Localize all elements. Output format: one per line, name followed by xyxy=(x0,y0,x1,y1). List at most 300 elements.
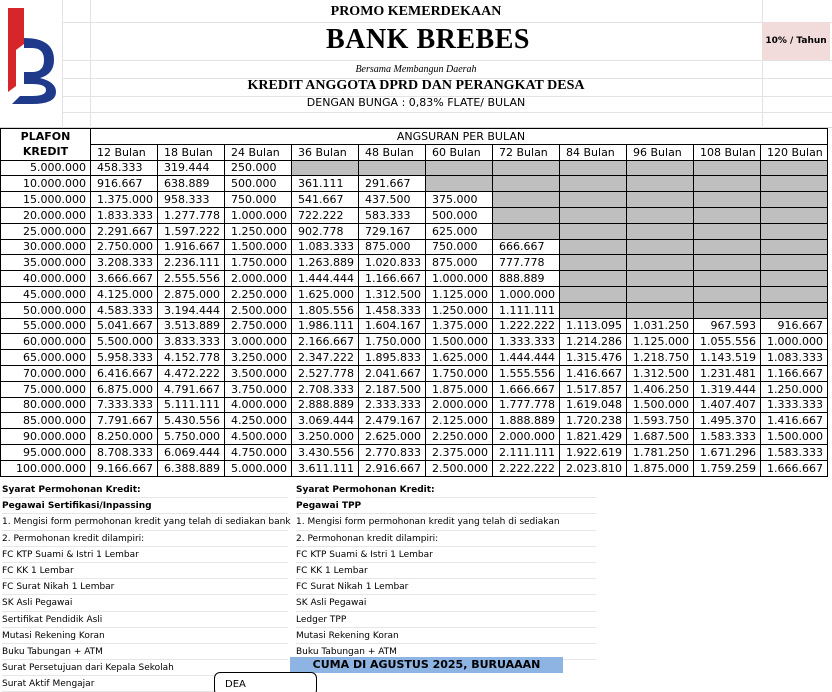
installment-cell[interactable]: 2.333.333 xyxy=(359,397,426,413)
table-row xyxy=(1,255,828,271)
gridline xyxy=(62,22,832,23)
req-item: Sertifikat Pendidik Asli xyxy=(2,612,288,628)
table-row xyxy=(1,223,828,239)
plafon-cell[interactable]: 85.000.000 xyxy=(1,413,91,429)
installment-cell[interactable]: 2.916.667 xyxy=(359,460,426,476)
installment-cell[interactable] xyxy=(694,223,761,239)
installment-cell[interactable]: 4.250.000 xyxy=(225,413,292,429)
installment-cell[interactable]: 3.000.000 xyxy=(225,334,292,350)
installment-cell[interactable] xyxy=(694,207,761,223)
installment-cell[interactable] xyxy=(627,302,694,318)
installment-cell[interactable]: 437.500 xyxy=(359,192,426,208)
installment-cell[interactable]: 1.583.333 xyxy=(761,444,828,460)
installment-cell[interactable] xyxy=(627,207,694,223)
installment-cell[interactable]: 3.208.333 xyxy=(91,255,158,271)
installment-cell[interactable]: 1.597.222 xyxy=(158,223,225,239)
plafon-cell[interactable]: 100.000.000 xyxy=(1,460,91,476)
installment-cell[interactable]: 1.218.750 xyxy=(627,350,694,366)
installment-cell[interactable] xyxy=(761,176,828,192)
installment-cell[interactable] xyxy=(627,176,694,192)
installment-cell[interactable]: 1.750.000 xyxy=(359,334,426,350)
installment-cell[interactable]: 1.583.333 xyxy=(694,429,761,445)
table-row xyxy=(1,192,828,208)
installment-cell[interactable]: 2.479.167 xyxy=(359,413,426,429)
req-item: 2. Permohonan kredit dilampiri: xyxy=(2,531,288,547)
installment-cell[interactable] xyxy=(761,207,828,223)
installment-cell[interactable]: 6.875.000 xyxy=(91,381,158,397)
installment-cell[interactable]: 583.333 xyxy=(359,207,426,223)
installment-cell[interactable] xyxy=(761,271,828,287)
plafon-cell[interactable]: 35.000.000 xyxy=(1,255,91,271)
table-row xyxy=(1,302,828,318)
installment-cell[interactable]: 1.111.111 xyxy=(493,302,560,318)
installment-cell[interactable] xyxy=(694,255,761,271)
req-item: FC Surat Nikah 1 Lembar xyxy=(2,579,288,595)
installment-cell[interactable] xyxy=(627,160,694,176)
installment-cell[interactable]: 1.750.000 xyxy=(426,365,493,381)
installment-cell[interactable] xyxy=(761,286,828,302)
installment-cell[interactable]: 3.069.444 xyxy=(292,413,359,429)
installment-cell[interactable]: 4.125.000 xyxy=(91,286,158,302)
installment-cell[interactable]: 1.444.444 xyxy=(292,271,359,287)
installment-cell[interactable]: 1.143.519 xyxy=(694,350,761,366)
installment-cell[interactable]: 8.708.333 xyxy=(91,444,158,460)
bank-tagline: Bersama Membangun Daerah xyxy=(355,64,477,75)
installment-cell[interactable]: 319.444 xyxy=(158,160,225,176)
installment-cell[interactable] xyxy=(694,286,761,302)
installment-cell[interactable]: 1.833.333 xyxy=(91,207,158,223)
installment-cell[interactable] xyxy=(292,160,359,176)
installment-cell[interactable] xyxy=(493,160,560,176)
installment-cell[interactable]: 2.527.778 xyxy=(292,365,359,381)
installment-cell[interactable]: 2.250.000 xyxy=(225,286,292,302)
installment-cell[interactable]: 3.430.556 xyxy=(292,444,359,460)
plafon-cell[interactable]: 10.000.000 xyxy=(1,176,91,192)
installment-cell[interactable] xyxy=(761,255,828,271)
installment-cell[interactable]: 1.231.481 xyxy=(694,365,761,381)
installment-cell[interactable]: 6.388.889 xyxy=(158,460,225,476)
installment-cell[interactable]: 1.671.296 xyxy=(694,444,761,460)
installment-cell[interactable]: 1.875.000 xyxy=(627,460,694,476)
installment-cell[interactable]: 2.125.000 xyxy=(426,413,493,429)
table-row xyxy=(1,350,828,366)
installment-cell[interactable]: 1.315.476 xyxy=(560,350,627,366)
bank-name: BANK BREBES xyxy=(326,24,530,55)
installment-cell[interactable]: 1.312.500 xyxy=(359,286,426,302)
req-item: Surat Persetujuan dari Kepala Sekolah xyxy=(2,660,288,676)
installment-cell[interactable] xyxy=(493,223,560,239)
installment-cell[interactable]: 2.023.810 xyxy=(560,460,627,476)
table-row xyxy=(1,239,828,255)
installment-cell[interactable]: 2.750.000 xyxy=(91,239,158,255)
angsuran-header: ANGSURAN PER BULAN xyxy=(91,129,828,145)
installment-cell[interactable]: 2.250.000 xyxy=(426,429,493,445)
installment-cell[interactable] xyxy=(761,160,828,176)
plafon-cell[interactable]: 20.000.000 xyxy=(1,207,91,223)
req-item: 1. Mengisi form permohonan kredit yang telah di sediakan bank xyxy=(2,514,288,530)
installment-cell[interactable]: 2.000.000 xyxy=(426,397,493,413)
req-item: Buku Tabungan + ATM xyxy=(2,644,288,660)
installment-cell[interactable]: 5.430.556 xyxy=(158,413,225,429)
term-header: 84 Bulan xyxy=(560,144,627,160)
installment-cell[interactable]: 1.166.667 xyxy=(761,365,828,381)
plafon-cell[interactable]: 15.000.000 xyxy=(1,192,91,208)
installment-cell[interactable]: 1.500.000 xyxy=(627,397,694,413)
installment-cell[interactable] xyxy=(560,192,627,208)
req-item: Mutasi Rekening Koran xyxy=(296,628,596,644)
term-header: 120 Bulan xyxy=(761,144,828,160)
interest-rate-text: DENGAN BUNGA : 0,83% FLATE/ BULAN xyxy=(306,96,526,109)
installment-cell[interactable]: 291.667 xyxy=(359,176,426,192)
installment-cell[interactable]: 1.000.000 xyxy=(426,271,493,287)
installment-cell[interactable]: 375.000 xyxy=(426,192,493,208)
installment-cell[interactable]: 722.222 xyxy=(292,207,359,223)
req-subtitle: Pegawai TPP xyxy=(296,498,596,514)
installment-cell[interactable]: 1.888.889 xyxy=(493,413,560,429)
table-row xyxy=(1,271,828,287)
installment-cell[interactable]: 1.625.000 xyxy=(426,350,493,366)
installment-cell[interactable]: 4.500.000 xyxy=(225,429,292,445)
installment-cell[interactable]: 1.517.857 xyxy=(560,381,627,397)
installment-cell[interactable] xyxy=(560,176,627,192)
installment-cell[interactable]: 2.166.667 xyxy=(292,334,359,350)
installment-cell[interactable]: 1.666.667 xyxy=(493,381,560,397)
installment-cell[interactable]: 1.458.333 xyxy=(359,302,426,318)
installment-cell[interactable]: 902.778 xyxy=(292,223,359,239)
term-header-row xyxy=(1,144,828,160)
installment-cell[interactable] xyxy=(560,223,627,239)
installment-cell[interactable]: 1.604.167 xyxy=(359,318,426,334)
installment-cell[interactable]: 1.875.000 xyxy=(426,381,493,397)
installment-cell[interactable]: 5.958.333 xyxy=(91,350,158,366)
installment-cell[interactable]: 1.166.667 xyxy=(359,271,426,287)
plafon-cell[interactable]: 90.000.000 xyxy=(1,429,91,445)
installment-cell[interactable]: 750.000 xyxy=(426,239,493,255)
table-row xyxy=(1,413,828,429)
installment-cell[interactable]: 888.889 xyxy=(493,271,560,287)
installment-cell[interactable]: 4.000.000 xyxy=(225,397,292,413)
installment-cell[interactable]: 6.416.667 xyxy=(91,365,158,381)
table-row xyxy=(1,444,828,460)
installment-cell[interactable]: 1.444.444 xyxy=(493,350,560,366)
installment-cell[interactable]: 958.333 xyxy=(158,192,225,208)
installment-cell[interactable]: 3.666.667 xyxy=(91,271,158,287)
installment-cell[interactable]: 361.111 xyxy=(292,176,359,192)
installment-cell[interactable]: 2.770.833 xyxy=(359,444,426,460)
installment-cell[interactable] xyxy=(694,176,761,192)
installment-cell[interactable]: 916.667 xyxy=(91,176,158,192)
table-body xyxy=(1,160,828,476)
installment-cell[interactable]: 500.000 xyxy=(225,176,292,192)
installment-cell[interactable]: 3.500.000 xyxy=(225,365,292,381)
installment-cell[interactable] xyxy=(694,271,761,287)
installment-cell[interactable]: 5.000.000 xyxy=(225,460,292,476)
installment-cell[interactable]: 2.291.667 xyxy=(91,223,158,239)
installment-cell[interactable]: 458.333 xyxy=(91,160,158,176)
installment-cell[interactable]: 1.416.667 xyxy=(761,413,828,429)
installment-cell[interactable] xyxy=(560,239,627,255)
installment-cell[interactable] xyxy=(627,192,694,208)
installment-cell[interactable]: 5.041.667 xyxy=(91,318,158,334)
installment-cell[interactable]: 750.000 xyxy=(225,192,292,208)
installment-table xyxy=(0,128,828,477)
installment-cell[interactable] xyxy=(627,255,694,271)
sheet-header xyxy=(0,0,832,128)
installment-cell[interactable]: 3.513.889 xyxy=(158,318,225,334)
annual-rate-badge: 10% / Tahun xyxy=(762,22,830,60)
installment-cell[interactable]: 1.250.000 xyxy=(761,381,828,397)
installment-cell[interactable]: 1.500.000 xyxy=(426,334,493,350)
installment-cell[interactable]: 2.187.500 xyxy=(359,381,426,397)
installment-cell[interactable]: 1.916.667 xyxy=(158,239,225,255)
installment-cell[interactable]: 1.986.111 xyxy=(292,318,359,334)
installment-cell[interactable]: 1.619.048 xyxy=(560,397,627,413)
installment-cell[interactable] xyxy=(560,271,627,287)
installment-cell[interactable]: 1.416.667 xyxy=(560,365,627,381)
installment-cell[interactable]: 2.625.000 xyxy=(359,429,426,445)
installment-cell[interactable] xyxy=(761,223,828,239)
installment-cell[interactable]: 666.667 xyxy=(493,239,560,255)
req-title: Syarat Permohonan Kredit: xyxy=(2,482,288,498)
installment-cell[interactable]: 1.277.778 xyxy=(158,207,225,223)
installment-cell[interactable]: 3.250.000 xyxy=(292,429,359,445)
installment-cell[interactable]: 1.000.000 xyxy=(493,286,560,302)
installment-cell[interactable] xyxy=(493,192,560,208)
requirements-tpp xyxy=(296,482,596,660)
plafon-cell[interactable]: 65.000.000 xyxy=(1,350,91,366)
installment-cell[interactable]: 6.069.444 xyxy=(158,444,225,460)
installment-cell[interactable]: 4.472.222 xyxy=(158,365,225,381)
installment-cell[interactable] xyxy=(359,160,426,176)
installment-cell[interactable]: 5.750.000 xyxy=(158,429,225,445)
installment-cell[interactable]: 4.750.000 xyxy=(225,444,292,460)
installment-cell[interactable]: 1.625.000 xyxy=(292,286,359,302)
installment-cell[interactable]: 1.821.429 xyxy=(560,429,627,445)
table-row xyxy=(1,460,828,476)
installment-cell[interactable]: 7.791.667 xyxy=(91,413,158,429)
installment-cell[interactable]: 1.407.407 xyxy=(694,397,761,413)
table-row xyxy=(1,381,828,397)
plafon-cell[interactable]: 45.000.000 xyxy=(1,286,91,302)
installment-cell[interactable]: 2.555.556 xyxy=(158,271,225,287)
installment-cell[interactable]: 1.113.095 xyxy=(560,318,627,334)
installment-cell[interactable]: 2.347.222 xyxy=(292,350,359,366)
installment-cell[interactable]: 1.055.556 xyxy=(694,334,761,350)
promo-banner: CUMA DI AGUSTUS 2025, BURUAAAN xyxy=(290,657,563,673)
installment-cell[interactable]: 2.000.000 xyxy=(493,429,560,445)
table-row xyxy=(1,334,828,350)
installment-cell[interactable]: 1.250.000 xyxy=(426,302,493,318)
installment-cell[interactable] xyxy=(627,223,694,239)
installment-cell[interactable]: 1.666.667 xyxy=(761,460,828,476)
installment-cell[interactable] xyxy=(560,207,627,223)
req-item: SK Asli Pegawai xyxy=(296,595,596,611)
installment-cell[interactable]: 875.000 xyxy=(426,255,493,271)
installment-cell[interactable]: 3.833.333 xyxy=(158,334,225,350)
installment-cell[interactable]: 1.750.000 xyxy=(225,255,292,271)
installment-cell[interactable]: 2.750.000 xyxy=(225,318,292,334)
installment-cell[interactable]: 1.031.250 xyxy=(627,318,694,334)
req-item: FC Surat Nikah 1 Lembar xyxy=(296,579,596,595)
installment-cell[interactable]: 1.125.000 xyxy=(426,286,493,302)
installment-cell[interactable]: 638.889 xyxy=(158,176,225,192)
installment-cell[interactable]: 1.250.000 xyxy=(225,223,292,239)
plafon-cell[interactable]: 40.000.000 xyxy=(1,271,91,287)
installment-cell[interactable]: 1.000.000 xyxy=(761,334,828,350)
plafon-cell[interactable]: 60.000.000 xyxy=(1,334,91,350)
installment-cell[interactable]: 5.500.000 xyxy=(91,334,158,350)
installment-cell[interactable]: 1.222.222 xyxy=(493,318,560,334)
installment-cell[interactable] xyxy=(493,207,560,223)
table-row xyxy=(1,176,828,192)
installment-cell[interactable]: 1.500.000 xyxy=(761,429,828,445)
installment-cell[interactable]: 1.263.889 xyxy=(292,255,359,271)
installment-cell[interactable]: 541.667 xyxy=(292,192,359,208)
plafon-cell[interactable]: 95.000.000 xyxy=(1,444,91,460)
installment-cell[interactable] xyxy=(627,271,694,287)
installment-cell[interactable] xyxy=(560,286,627,302)
table-row xyxy=(1,397,828,413)
installment-cell[interactable]: 2.041.667 xyxy=(359,365,426,381)
installment-cell[interactable]: 1.020.833 xyxy=(359,255,426,271)
installment-cell[interactable]: 1.555.556 xyxy=(493,365,560,381)
installment-cell[interactable]: 1.759.259 xyxy=(694,460,761,476)
plafon-cell[interactable]: 70.000.000 xyxy=(1,365,91,381)
term-header: 96 Bulan xyxy=(627,144,694,160)
installment-cell[interactable]: 2.708.333 xyxy=(292,381,359,397)
plafon-cell[interactable]: 75.000.000 xyxy=(1,381,91,397)
installment-cell[interactable] xyxy=(560,160,627,176)
installment-cell[interactable]: 2.111.111 xyxy=(493,444,560,460)
installment-cell[interactable] xyxy=(761,192,828,208)
installment-cell[interactable] xyxy=(761,239,828,255)
req-item: FC KTP Suami & Istri 1 Lembar xyxy=(296,547,596,563)
installment-cell[interactable]: 967.593 xyxy=(694,318,761,334)
req-item: 1. Mengisi form permohonan kredit yang telah di sediakan xyxy=(296,514,596,530)
installment-cell[interactable]: 1.319.444 xyxy=(694,381,761,397)
plafon-cell[interactable]: 80.000.000 xyxy=(1,397,91,413)
installment-cell[interactable]: 9.166.667 xyxy=(91,460,158,476)
installment-cell[interactable]: 1.083.333 xyxy=(761,350,828,366)
installment-cell[interactable]: 4.583.333 xyxy=(91,302,158,318)
installment-cell[interactable]: 729.167 xyxy=(359,223,426,239)
installment-cell[interactable]: 1.214.286 xyxy=(560,334,627,350)
term-header: 108 Bulan xyxy=(694,144,761,160)
installment-cell[interactable]: 1.895.833 xyxy=(359,350,426,366)
plafon-cell[interactable]: 30.000.000 xyxy=(1,239,91,255)
installment-cell[interactable]: 1.000.000 xyxy=(225,207,292,223)
installment-cell[interactable]: 2.500.000 xyxy=(225,302,292,318)
installment-cell[interactable]: 1.083.333 xyxy=(292,239,359,255)
plafon-header-line2: KREDIT xyxy=(22,145,69,159)
plafon-cell[interactable]: 50.000.000 xyxy=(1,302,91,318)
installment-cell[interactable]: 1.495.370 xyxy=(694,413,761,429)
installment-cell[interactable] xyxy=(694,160,761,176)
installment-cell[interactable] xyxy=(426,176,493,192)
product-title: KREDIT ANGGOTA DPRD DAN PERANGKAT DESA xyxy=(247,78,585,93)
installment-cell[interactable] xyxy=(627,239,694,255)
installment-cell[interactable]: 3.250.000 xyxy=(225,350,292,366)
installment-cell[interactable]: 1.312.500 xyxy=(627,365,694,381)
installment-cell[interactable] xyxy=(694,192,761,208)
req-subtitle: Pegawai Sertifikasi/Inpassing xyxy=(2,498,288,514)
installment-cell[interactable]: 1.687.500 xyxy=(627,429,694,445)
term-header: 24 Bulan xyxy=(225,144,292,160)
installment-cell[interactable]: 2.888.889 xyxy=(292,397,359,413)
installment-cell[interactable]: 2.236.111 xyxy=(158,255,225,271)
installment-cell[interactable] xyxy=(560,302,627,318)
table-row xyxy=(1,160,828,176)
installment-cell[interactable]: 4.152.778 xyxy=(158,350,225,366)
req-item: FC KTP Suami & Istri 1 Lembar xyxy=(2,547,288,563)
installment-cell[interactable] xyxy=(560,255,627,271)
plafon-cell[interactable]: 25.000.000 xyxy=(1,223,91,239)
req-item: Mutasi Rekening Koran xyxy=(2,628,288,644)
req-item: FC KK 1 Lembar xyxy=(2,563,288,579)
installment-cell[interactable] xyxy=(426,160,493,176)
installment-cell[interactable]: 777.778 xyxy=(493,255,560,271)
installment-cell[interactable]: 625.000 xyxy=(426,223,493,239)
term-header: 72 Bulan xyxy=(493,144,560,160)
plafon-header-line1: PLAFON xyxy=(20,130,71,144)
installment-cell[interactable]: 2.875.000 xyxy=(158,286,225,302)
installment-cell[interactable]: 7.333.333 xyxy=(91,397,158,413)
installment-cell[interactable]: 1.777.778 xyxy=(493,397,560,413)
installment-cell[interactable]: 3.194.444 xyxy=(158,302,225,318)
req-item: FC KK 1 Lembar xyxy=(296,563,596,579)
installment-cell[interactable]: 1.375.000 xyxy=(91,192,158,208)
installment-cell[interactable]: 916.667 xyxy=(761,318,828,334)
installment-cell[interactable]: 5.111.111 xyxy=(158,397,225,413)
installment-cell[interactable]: 3.750.000 xyxy=(225,381,292,397)
installment-cell[interactable]: 2.000.000 xyxy=(225,271,292,287)
installment-cell[interactable]: 1.375.000 xyxy=(426,318,493,334)
installment-cell[interactable]: 2.375.000 xyxy=(426,444,493,460)
installment-cell[interactable]: 250.000 xyxy=(225,160,292,176)
installment-cell[interactable]: 8.250.000 xyxy=(91,429,158,445)
gridline xyxy=(62,112,832,113)
installment-cell[interactable]: 2.222.222 xyxy=(493,460,560,476)
installment-cell[interactable] xyxy=(694,302,761,318)
plafon-cell[interactable]: 5.000.000 xyxy=(1,160,91,176)
installment-cell[interactable]: 3.611.111 xyxy=(292,460,359,476)
installment-cell[interactable]: 875.000 xyxy=(359,239,426,255)
table-row xyxy=(1,365,828,381)
installment-cell[interactable] xyxy=(761,302,828,318)
installment-cell[interactable]: 1.333.333 xyxy=(493,334,560,350)
installment-cell[interactable] xyxy=(627,286,694,302)
installment-cell[interactable]: 500.000 xyxy=(426,207,493,223)
table-row xyxy=(1,286,828,302)
installment-cell[interactable]: 1.500.000 xyxy=(225,239,292,255)
installment-cell[interactable]: 1.593.750 xyxy=(627,413,694,429)
installment-cell[interactable]: 1.125.000 xyxy=(627,334,694,350)
table-row xyxy=(1,429,828,445)
installment-cell[interactable]: 4.791.667 xyxy=(158,381,225,397)
installment-cell[interactable]: 2.500.000 xyxy=(426,460,493,476)
installment-cell[interactable]: 1.333.333 xyxy=(761,397,828,413)
installment-cell[interactable]: 1.720.238 xyxy=(560,413,627,429)
term-header: 48 Bulan xyxy=(359,144,426,160)
plafon-cell[interactable]: 55.000.000 xyxy=(1,318,91,334)
installment-cell[interactable] xyxy=(493,176,560,192)
installment-cell[interactable]: 1.922.619 xyxy=(560,444,627,460)
installment-cell[interactable]: 1.805.556 xyxy=(292,302,359,318)
installment-cell[interactable] xyxy=(694,239,761,255)
installment-cell[interactable]: 1.406.250 xyxy=(627,381,694,397)
dea-textbox[interactable]: DEA xyxy=(214,672,317,692)
installment-cell[interactable]: 1.781.250 xyxy=(627,444,694,460)
